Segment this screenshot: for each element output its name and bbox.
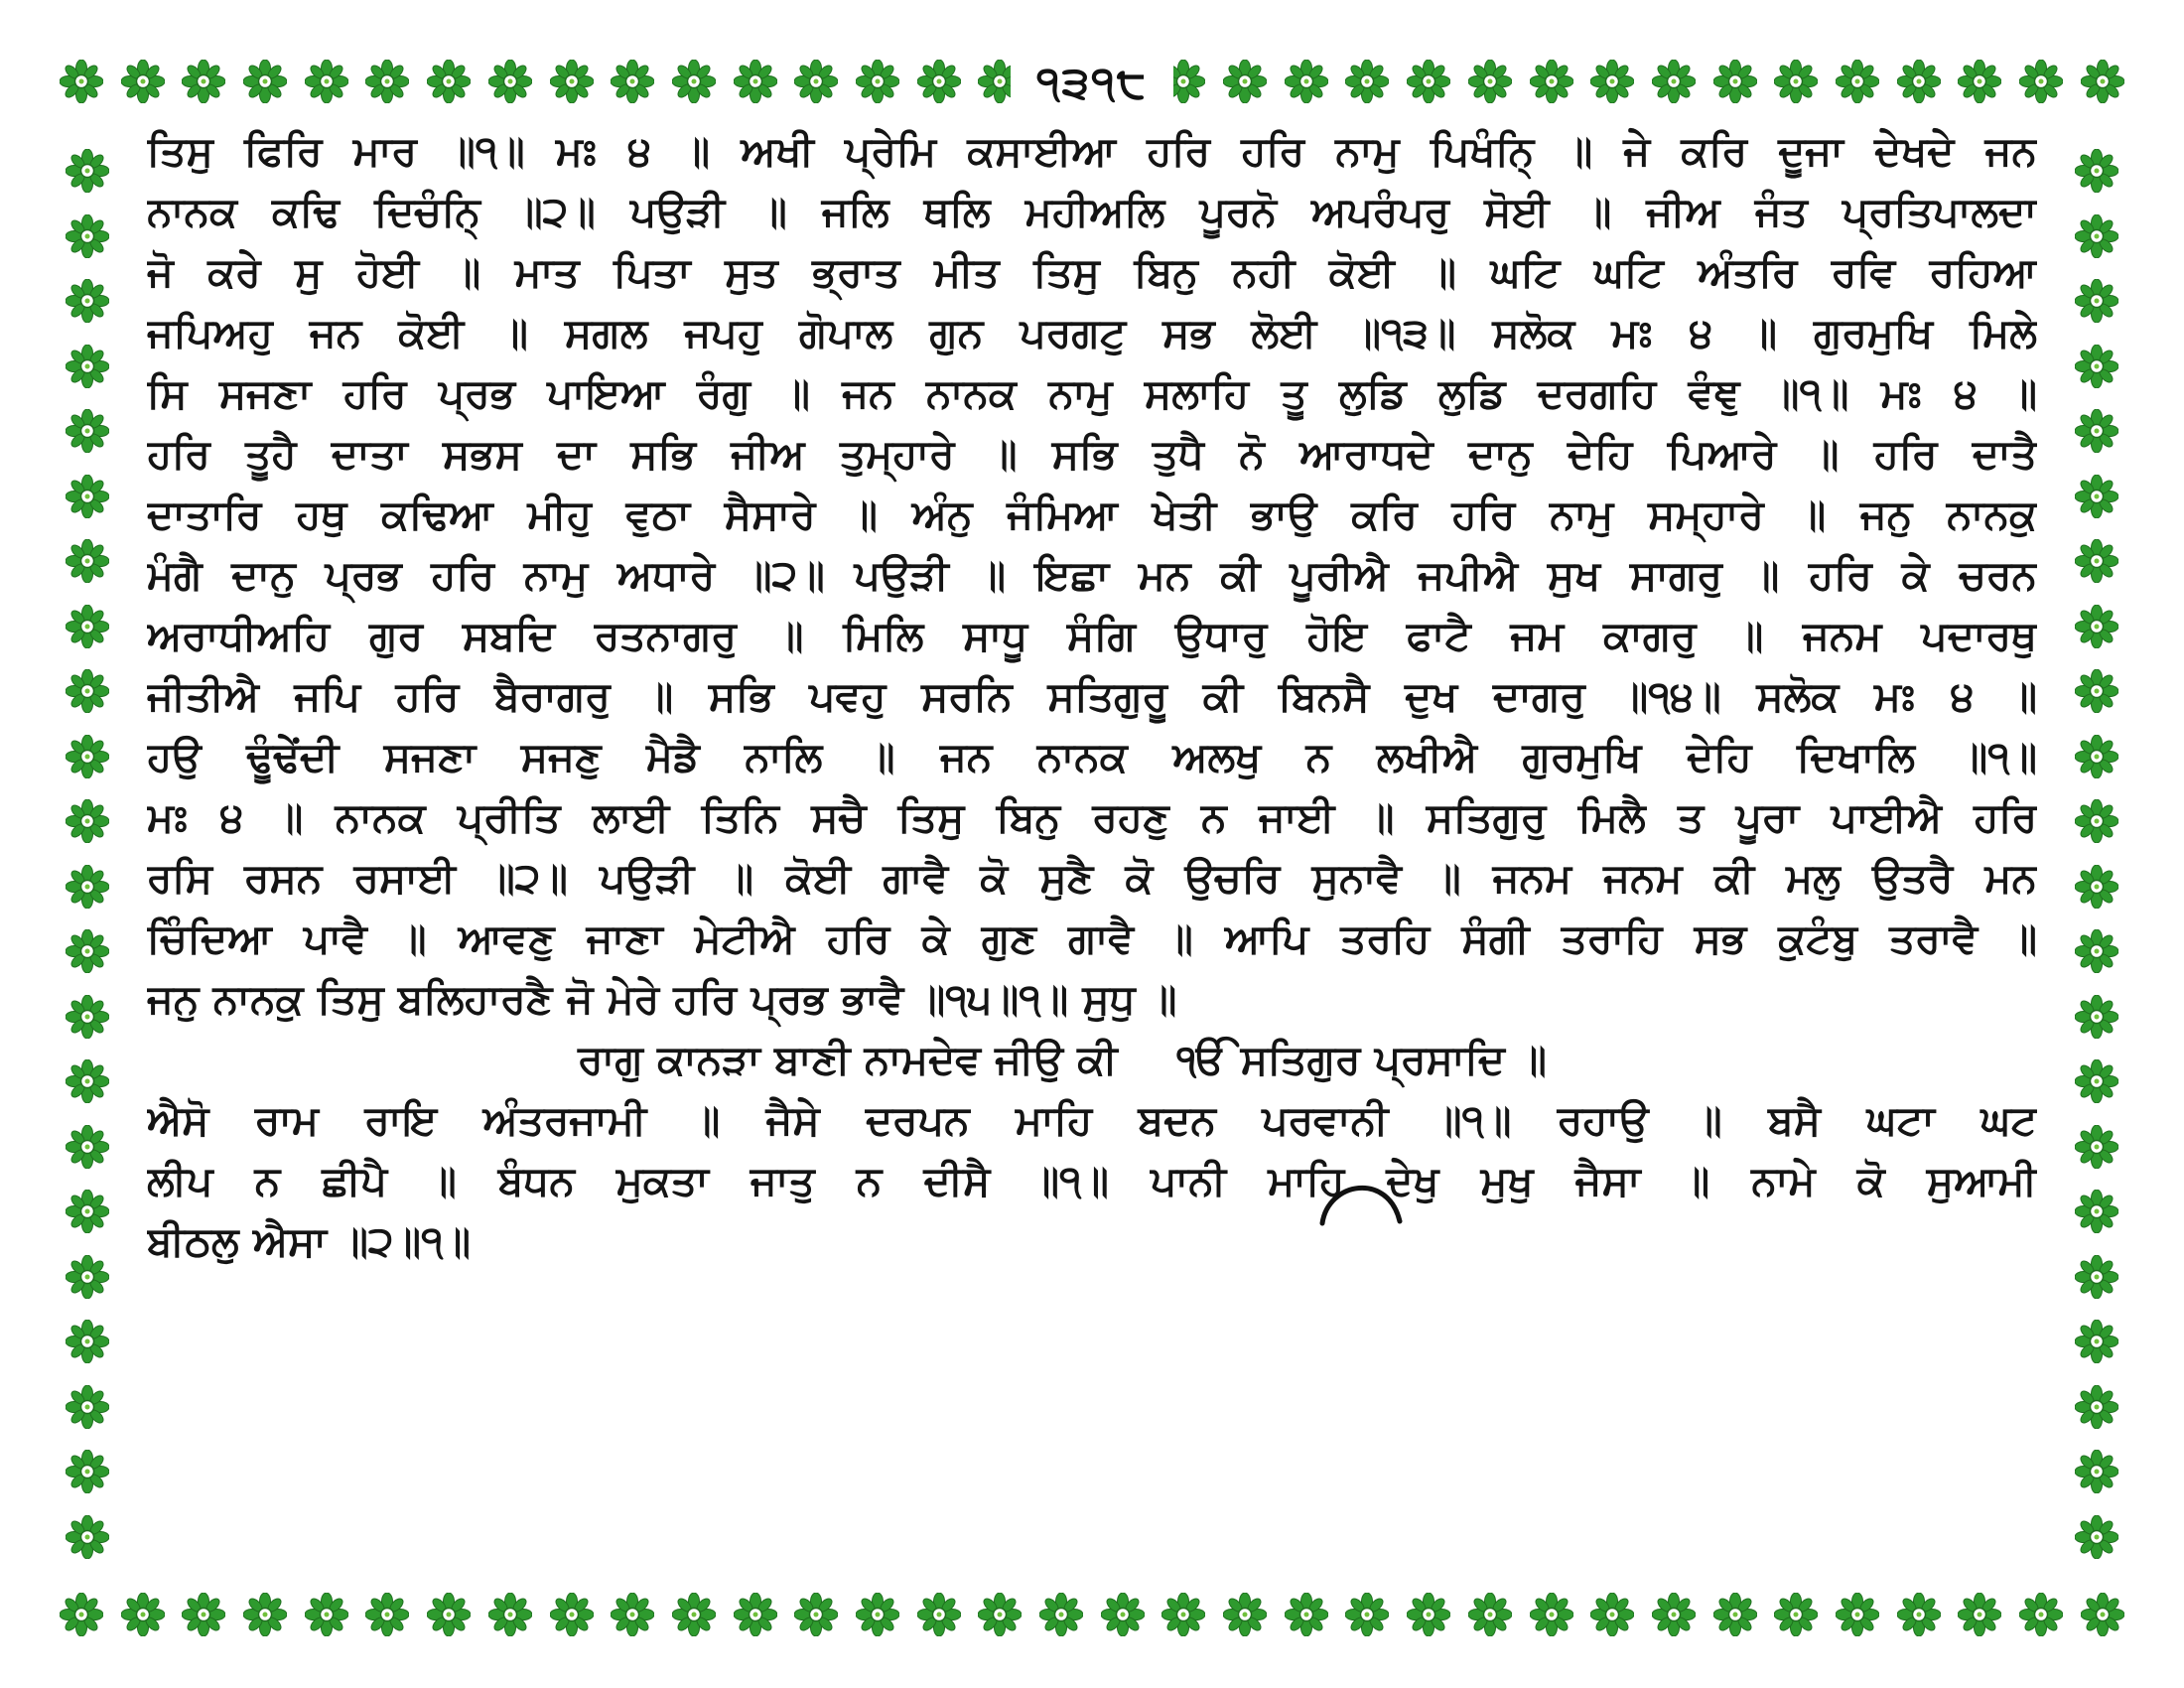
flower-vine-icon — [1774, 1593, 1818, 1636]
flower-vine-icon — [2075, 669, 2118, 713]
flower-vine-icon — [1161, 1593, 1205, 1636]
flower-vine-icon — [1039, 1593, 1083, 1636]
text-line: ਨਾਨਕ ਕਢਿ ਦਿਚੰਨਿ੍ ॥੨॥ ਪਉੜੀ ॥ ਜਲਿ ਥਲਿ ਮਹੀਅਲਿ ਪੂਰਨੋ ਅਪਰੰਪਰੁ ਸੋਈ ॥ ਜੀਅ ਜੰਤ ਪ੍ਰਤਿਪਾਲਦਾ — [147, 188, 2037, 235]
flower-vine-icon — [66, 929, 109, 973]
border-right — [2067, 149, 2126, 1559]
flower-vine-icon — [1590, 60, 1634, 103]
border-left — [58, 149, 117, 1559]
flower-vine-icon — [121, 60, 165, 103]
flower-vine-icon — [66, 475, 109, 518]
flower-vine-icon — [2075, 799, 2118, 843]
flower-vine-icon — [794, 1593, 838, 1636]
flower-vine-icon — [1468, 1593, 1512, 1636]
text-line: ਮੰਗੈ ਦਾਨੁ ਪ੍ਰਭ ਹਰਿ ਨਾਮੁ ਅਧਾਰੇ ॥੨॥ ਪਉੜੀ ॥ ਇਛਾ ਮਨ ਕੀ ਪੂਰੀਐ ਜਪੀਐ ਸੁਖ ਸਾਗਰੁ ॥ ਹਰਿ ਕੇ ਚਰਨ — [147, 551, 2037, 599]
text-line: ਜੋ ਕਰੇ ਸੁ ਹੋਈ ॥ ਮਾਤ ਪਿਤਾ ਸੁਤ ਭ੍ਰਾਤ ਮੀਤ ਤਿਸੁ ਬਿਨੁ ਨਹੀ ਕੋਈ ॥ ਘਟਿ ਘਟਿ ਅੰਤਰਿ ਰਵਿ ਰਹਿਆ — [147, 248, 2037, 296]
flower-vine-icon — [2075, 605, 2118, 648]
raag-heading — [147, 1030, 2037, 1090]
flower-vine-icon — [550, 60, 594, 103]
text-line: ਲੀਪ ਨ ਛੀਪੈ ॥ ਬੰਧਨ ਮੁਕਤਾ ਜਾਤੁ ਨ ਦੀਸੈ ॥੧॥ ਪਾਨੀ ਮਾਹਿ ਦੇਖੁ ਮੁਖੁ ਜੈਸਾ ॥ ਨਾਮੇ ਕੋ ਸੁਆਮੀ — [147, 1157, 2037, 1204]
flower-vine-icon — [2075, 1125, 2118, 1169]
flower-vine-icon — [66, 1190, 109, 1233]
flower-vine-icon — [66, 1320, 109, 1363]
flower-vine-icon — [1345, 1593, 1389, 1636]
flower-vine-icon — [978, 1593, 1022, 1636]
flower-vine-icon — [488, 60, 532, 103]
flower-vine-icon — [2019, 1593, 2063, 1636]
flower-vine-icon — [2075, 1385, 2118, 1429]
mool-mantar: ੴ ਸਤਿਗੁਰ ਪ੍ਰਸਾਦਿ ॥ — [1176, 1036, 1547, 1083]
flower-vine-icon — [1713, 60, 1757, 103]
text-line: ਸਿ ਸਜਣਾ ਹਰਿ ਪ੍ਰਭ ਪਾਇਆ ਰੰਗੁ ॥ ਜਨ ਨਾਨਕ ਨਾਮੁ ਸਲਾਹਿ ਤੂ ਲੁਡਿ ਲੁਡਿ ਦਰਗਹਿ ਵੰਞੁ ॥੧॥ ਮਃ ੪ ॥ — [147, 369, 2037, 417]
text-line: ਰਸਿ ਰਸਨ ਰਸਾਈ ॥੨॥ ਪਉੜੀ ॥ ਕੋਈ ਗਾਵੈ ਕੋ ਸੁਣੈ ਕੋ ਉਚਰਿ ਸੁਨਾਵੈ ॥ ਜਨਮ ਜਨਮ ਕੀ ਮਲੁ ਉਤਰੈ ਮਨ — [147, 854, 2037, 902]
page-number: ੧੩੧੮ — [1011, 52, 1173, 115]
flower-vine-icon — [2075, 1320, 2118, 1363]
flower-vine-icon — [365, 1593, 409, 1636]
flower-vine-icon — [2081, 1593, 2124, 1636]
flower-vine-icon — [1958, 1593, 2001, 1636]
onkar-arc-icon — [1318, 1172, 1408, 1227]
flower-vine-icon — [2075, 1515, 2118, 1559]
flower-vine-icon — [2075, 929, 2118, 973]
flower-vine-icon — [2075, 995, 2118, 1039]
flower-vine-icon — [1223, 60, 1267, 103]
flower-vine-icon — [2075, 1450, 2118, 1493]
flower-vine-icon — [1958, 60, 2001, 103]
flower-vine-icon — [66, 149, 109, 193]
flower-vine-icon — [550, 1593, 594, 1636]
flower-vine-icon — [243, 1593, 287, 1636]
flower-vine-icon — [66, 735, 109, 778]
text-line: ਜਪਿਅਹੁ ਜਨ ਕੋਈ ॥ ਸਗਲ ਜਪਹੁ ਗੋਪਾਲ ਗੁਨ ਪਰਗਟੁ ਸਭ ਲੋਈ ॥੧੩॥ ਸਲੋਕ ਮਃ ੪ ॥ ਗੁਰਮੁਖਿ ਮਿਲੇ — [147, 309, 2037, 356]
text-line-last-stanza: ਜਨੁ ਨਾਨਕੁ ਤਿਸੁ ਬਲਿਹਾਰਣੈ ਜੋ ਮੇਰੇ ਹਰਿ ਪ੍ਰਭ ਭਾਵੈ ॥੧੫॥੧॥ ਸੁਧੁ ॥ — [147, 975, 1177, 1023]
gurbani-text — [147, 121, 2037, 1272]
flower-vine-icon — [917, 60, 961, 103]
flower-vine-icon — [2075, 1190, 2118, 1233]
text-line: ਤਿਸੁ ਫਿਰਿ ਮਾਰ ॥੧॥ ਮਃ ੪ ॥ ਅਖੀ ਪ੍ਰੇਮਿ ਕਸਾਈਆ ਹਰਿ ਹਰਿ ਨਾਮੁ ਪਿਖੰਨਿ੍ ॥ ਜੇ ਕਰਿ ਦੂਜਾ ਦੇਖਦੇ ਜਨ — [147, 127, 2037, 175]
flower-vine-icon — [2075, 735, 2118, 778]
flower-vine-icon — [2075, 865, 2118, 909]
flower-vine-icon — [1590, 1593, 1634, 1636]
flower-vine-icon — [66, 605, 109, 648]
flower-vine-icon — [305, 60, 348, 103]
flower-vine-icon — [672, 60, 716, 103]
flower-vine-icon — [488, 1593, 532, 1636]
flower-vine-icon — [1836, 60, 1879, 103]
flower-vine-icon — [2075, 279, 2118, 323]
flower-vine-icon — [66, 995, 109, 1039]
flower-vine-icon — [60, 60, 103, 103]
flower-vine-icon — [917, 1593, 961, 1636]
flower-vine-icon — [2075, 1059, 2118, 1103]
flower-vine-icon — [734, 60, 777, 103]
flower-vine-icon — [66, 1059, 109, 1103]
flower-vine-icon — [1101, 1593, 1145, 1636]
flower-vine-icon — [427, 1593, 471, 1636]
flower-vine-icon — [1407, 1593, 1450, 1636]
flower-vine-icon — [1836, 1593, 1879, 1636]
flower-vine-icon — [2019, 60, 2063, 103]
flower-vine-icon — [66, 279, 109, 323]
flower-vine-icon — [66, 214, 109, 258]
text-line: ਦਾਤਾਰਿ ਹਥੁ ਕਢਿਆ ਮੀਹੁ ਵੁਠਾ ਸੈਸਾਰੇ ॥ ਅੰਨੁ ਜੰਮਿਆ ਖੇਤੀ ਭਾਉ ਕਰਿ ਹਰਿ ਨਾਮੁ ਸਮ੍ਹਾਰੇ ॥ ਜਨੁ ਨਾਨਕੁ — [147, 491, 2037, 538]
flower-vine-icon — [121, 1593, 165, 1636]
flower-vine-icon — [66, 1515, 109, 1559]
flower-vine-icon — [60, 1593, 103, 1636]
text-line: ਹਰਿ ਤੂਹੈ ਦਾਤਾ ਸਭਸ ਦਾ ਸਭਿ ਜੀਅ ਤੁਮ੍ਹਾਰੇ ॥ ਸਭਿ ਤੁਧੈ ਨੋ ਆਰਾਧਦੇ ਦਾਨੁ ਦੇਹਿ ਪਿਆਰੇ ॥ ਹਰਿ ਦਾਤੈ — [147, 430, 2037, 478]
flower-vine-icon — [1407, 60, 1450, 103]
flower-vine-icon — [1897, 60, 1941, 103]
flower-vine-icon — [1285, 60, 1328, 103]
text-line: ਚਿੰਦਿਆ ਪਾਵੈ ॥ ਆਵਣੁ ਜਾਣਾ ਮੇਟੀਐ ਹਰਿ ਕੇ ਗੁਣ ਗਾਵੈ ॥ ਆਪਿ ਤਰਹਿ ਸੰਗੀ ਤਰਾਹਿ ਸਭ ਕੁਟੰਬੁ ਤਰਾਵੈ ॥ — [147, 914, 2037, 962]
flower-vine-icon — [672, 1593, 716, 1636]
flower-vine-icon — [182, 1593, 225, 1636]
flower-vine-icon — [1285, 1593, 1328, 1636]
flower-vine-icon — [66, 539, 109, 583]
flower-vine-icon — [794, 60, 838, 103]
flower-vine-icon — [66, 1450, 109, 1493]
flower-vine-icon — [1530, 1593, 1573, 1636]
flower-vine-icon — [1223, 1593, 1267, 1636]
flower-vine-icon — [66, 345, 109, 388]
flower-vine-icon — [856, 60, 899, 103]
flower-vine-icon — [2075, 539, 2118, 583]
raag-title: ਰਾਗੁ ਕਾਨੜਾ ਬਾਣੀ ਨਾਮਦੇਵ ਜੀਉ ਕੀ — [578, 1036, 1118, 1083]
flower-vine-icon — [2075, 345, 2118, 388]
flower-vine-icon — [2075, 1255, 2118, 1299]
flower-vine-icon — [856, 1593, 899, 1636]
text-line: ਮਃ ੪ ॥ ਨਾਨਕ ਪ੍ਰੀਤਿ ਲਾਈ ਤਿਨਿ ਸਚੈ ਤਿਸੁ ਬਿਨੁ ਰਹਣੁ ਨ ਜਾਈ ॥ ਸਤਿਗੁਰੁ ਮਿਲੈ ਤ ਪੂਰਾ ਪਾਈਐ ਹਰਿ — [147, 793, 2037, 841]
border-bottom — [60, 1585, 2124, 1644]
flower-vine-icon — [66, 669, 109, 713]
flower-vine-icon — [1039, 60, 1083, 103]
flower-vine-icon — [1713, 1593, 1757, 1636]
flower-vine-icon — [66, 1255, 109, 1299]
text-line: ਐਸੋ ਰਾਮ ਰਾਇ ਅੰਤਰਜਾਮੀ ॥ ਜੈਸੇ ਦਰਪਨ ਮਾਹਿ ਬਦਨ ਪਰਵਾਨੀ ॥੧॥ ਰਹਾਉ ॥ ਬਸੈ ਘਟਾ ਘਟ — [147, 1096, 2037, 1144]
flower-vine-icon — [66, 409, 109, 453]
flower-vine-icon — [1774, 60, 1818, 103]
flower-vine-icon — [1101, 60, 1145, 103]
flower-vine-icon — [1530, 60, 1573, 103]
flower-vine-icon — [2075, 475, 2118, 518]
flower-vine-icon — [427, 60, 471, 103]
text-line: ਅਰਾਧੀਅਹਿ ਗੁਰ ਸਬਦਿ ਰਤਨਾਗਰੁ ॥ ਮਿਲਿ ਸਾਧੂ ਸੰਗਿ ਉਧਾਰੁ ਹੋਇ ਫਾਟੈ ਜਮ ਕਾਗਰੁ ॥ ਜਨਮ ਪਦਾਰਥੁ — [147, 612, 2037, 659]
flower-vine-icon — [2081, 60, 2124, 103]
flower-vine-icon — [243, 60, 287, 103]
flower-vine-icon — [1897, 1593, 1941, 1636]
flower-vine-icon — [611, 1593, 654, 1636]
flower-vine-icon — [1161, 60, 1205, 103]
flower-vine-icon — [66, 799, 109, 843]
flower-vine-icon — [66, 1385, 109, 1429]
flower-vine-icon — [1652, 1593, 1696, 1636]
flower-vine-icon — [1345, 60, 1389, 103]
flower-vine-icon — [1652, 60, 1696, 103]
text-line: ਬੀਠਲੁ ਐਸਾ ॥੨॥੧॥ — [147, 1217, 471, 1265]
border-top — [60, 52, 2124, 111]
flower-vine-icon — [734, 1593, 777, 1636]
text-line: ਹਉ ਢੂੰਢੇਂਦੀ ਸਜਣਾ ਸਜਣੁ ਮੈਡੈ ਨਾਲਿ ॥ ਜਨ ਨਾਨਕ ਅਲਖੁ ਨ ਲਖੀਐ ਗੁਰਮੁਖਿ ਦੇਹਿ ਦਿਖਾਲਿ ॥੧॥ — [147, 733, 2037, 780]
flower-vine-icon — [66, 865, 109, 909]
text-line: ਜੀਤੀਐ ਜਪਿ ਹਰਿ ਬੈਰਾਗਰੁ ॥ ਸਭਿ ਪਵਹੁ ਸਰਨਿ ਸਤਿਗੁਰੂ ਕੀ ਬਿਨਸੈ ਦੁਖ ਦਾਗਰੁ ॥੧੪॥ ਸਲੋਕ ਮਃ ੪ ॥ — [147, 672, 2037, 720]
flower-vine-icon — [305, 1593, 348, 1636]
flower-vine-icon — [66, 1125, 109, 1169]
flower-vine-icon — [1468, 60, 1512, 103]
flower-vine-icon — [2075, 214, 2118, 258]
flower-vine-icon — [182, 60, 225, 103]
flower-vine-icon — [365, 60, 409, 103]
flower-vine-icon — [2075, 409, 2118, 453]
flower-vine-icon — [2075, 149, 2118, 193]
flower-vine-icon — [978, 60, 1022, 103]
flower-vine-icon — [611, 60, 654, 103]
